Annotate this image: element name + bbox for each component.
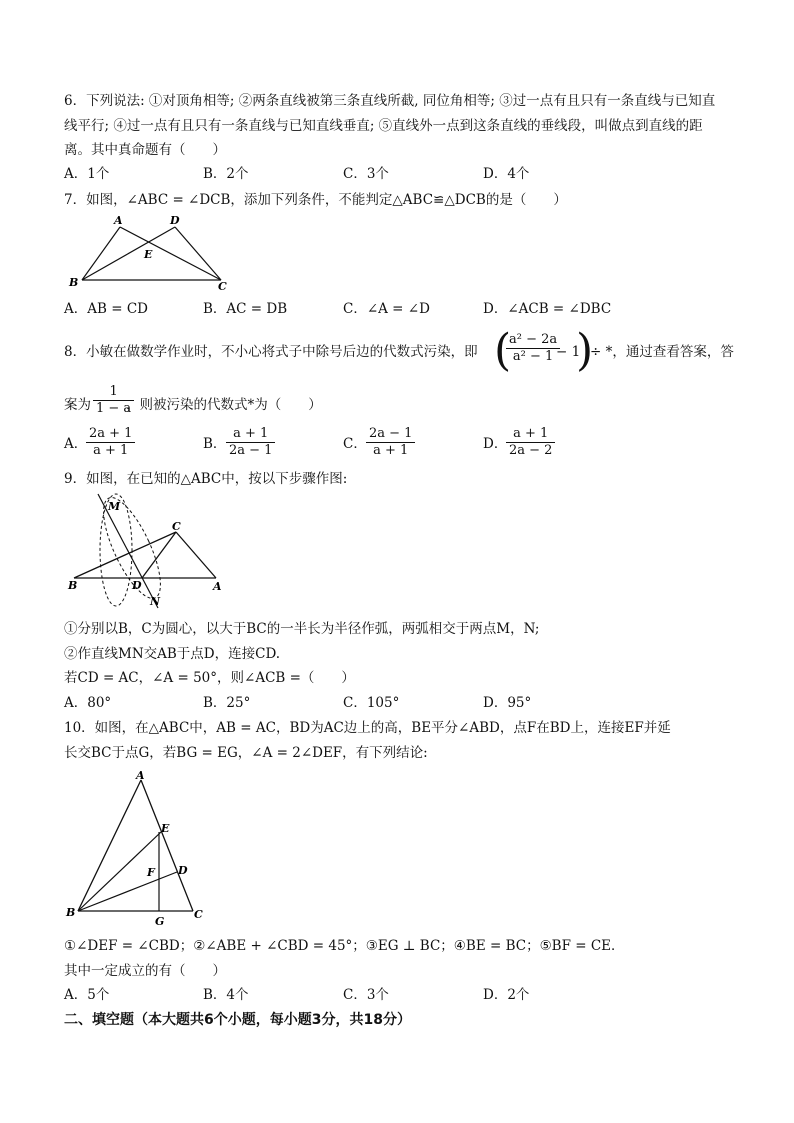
q6-line-1: 6．下列说法: ①对顶角相等; ②两条直线被第三条直线所截, 同位角相等; ③过一点有且只有一条直线与已知直	[64, 93, 716, 109]
q10-conclusions: ①∠DEF = ∠CBD；②∠ABE + ∠CBD = 45°；③EG ⊥ BC；④BE = BC；⑤BF = CE．	[64, 938, 625, 954]
q7-label-d: D	[170, 214, 180, 227]
q9-label-n: N	[150, 595, 161, 608]
q8-option-a-fraction	[86, 426, 135, 459]
q8-expr-numerator: a² − 2a	[506, 332, 560, 349]
q10-line-1: 10．如图，在△ABC中，AB = AC，BD为AC边上的高，BE平分∠ABD，点F在BD上，连接EF并延	[64, 720, 671, 736]
q9-option-d: D．95°	[483, 695, 532, 711]
q10-option-c: C．3个	[343, 987, 389, 1003]
q8-option-a-denominator: a + 1	[93, 443, 129, 458]
q7-label-a: A	[114, 214, 123, 227]
q7-figure	[64, 212, 244, 294]
q8-answer-a: 案为	[64, 397, 91, 413]
q8-option-a-numerator: 2a + 1	[86, 426, 135, 443]
q8-option-b-numerator: a + 1	[226, 426, 275, 443]
q10-label-g: G	[155, 915, 165, 928]
q8-option-d-letter: D．	[483, 436, 508, 452]
q8-option-b-fraction	[226, 426, 275, 459]
q8-option-a-letter: A．	[64, 436, 88, 452]
q8-answer-numerator: 1	[93, 384, 134, 401]
q8-option-b-denominator: 2a − 1	[229, 443, 273, 458]
section-2-heading: 二、填空题（本大题共6个小题，每小题3分，共18分）	[64, 1012, 411, 1028]
q9-option-b: B．25°	[203, 695, 251, 711]
q10-option-b: B．4个	[203, 987, 249, 1003]
q9-label-c: C	[172, 520, 181, 533]
q7-label-e: E	[144, 248, 153, 261]
q8-option-c-denominator: a + 1	[373, 443, 409, 458]
q8-expr-tail: − 1	[556, 344, 581, 360]
q10-label-f: F	[147, 866, 155, 879]
q8-expr-denominator: a² − 1	[512, 349, 554, 364]
q8-option-d-denominator: 2a − 2	[509, 443, 553, 458]
q8-option-d-numerator: a + 1	[506, 426, 555, 443]
q6-line-3: 离。其中真命题有（ ）	[64, 142, 226, 158]
q9-option-a: A．80°	[64, 695, 112, 711]
q6-line-2: 线平行; ④过一点有且只有一条直线与已知直线垂直; ⑤直线外一点到这条直线的垂线段，叫做点到直线的距	[64, 118, 703, 134]
q7-label-c: C	[218, 280, 227, 293]
q8-option-b-letter: B．	[203, 436, 227, 452]
q8-answer-denominator: 1 − a	[96, 401, 132, 416]
q9-label-d: D	[132, 579, 142, 592]
q10-label-a: A	[136, 769, 145, 782]
q9-label-a: A	[213, 580, 222, 593]
q9-label-b: B	[68, 579, 78, 592]
q7-option-a: A．AB = CD	[64, 301, 148, 317]
q7-option-c: C．∠A = ∠D	[343, 301, 430, 317]
q7-option-b: B．AC = DB	[203, 301, 288, 317]
q8-option-c-letter: C．	[343, 436, 367, 452]
q10-option-d: D．2个	[483, 987, 530, 1003]
q10-label-d: D	[178, 864, 188, 877]
q6-option-c: C．3个	[343, 166, 389, 182]
q10-label-e: E	[161, 822, 170, 835]
q7-label-b: B	[69, 276, 79, 289]
q8-paren-left: (	[494, 325, 512, 376]
q8-stem-b: ÷ *，通过查看答案，答	[590, 344, 734, 360]
q10-figure	[64, 768, 224, 930]
q8-paren-right: )	[576, 325, 594, 376]
q9-label-m: M	[108, 500, 121, 513]
q8-answer-b: ，则被污染的代数式*为（ ）	[126, 397, 322, 413]
q8-expression-fraction	[506, 332, 560, 365]
q7-stem: 7．如图，∠ABC = ∠DCB，添加下列条件，不能判定△ABC≌△DCB的是（ ）	[64, 192, 567, 208]
q8-option-c-numerator: 2a − 1	[366, 426, 415, 443]
q8-stem-a: 8．小敏在做数学作业时，不小心将式子中除号后边的代数式污染，即	[64, 344, 478, 360]
q9-option-c: C．105°	[343, 695, 400, 711]
q6-option-d: D．4个	[483, 166, 530, 182]
q8-option-c-fraction	[366, 426, 415, 459]
q6-option-b: B．2个	[203, 166, 249, 182]
q8-option-d-fraction	[506, 426, 555, 459]
q7-option-d: D．∠ACB = ∠DBC	[483, 301, 612, 317]
q10-label-c: C	[194, 908, 203, 921]
q9-step-2: ②作直线MN交AB于点D，连接CD.	[64, 646, 281, 662]
q10-label-b: B	[66, 906, 76, 919]
q10-option-a: A．5个	[64, 987, 110, 1003]
q10-line-2: 长交BC于点G，若BG = EG，∠A = 2∠DEF，有下列结论:	[64, 745, 428, 761]
q9-condition: 若CD = AC，∠A = 50°，则∠ACB =（ ）	[64, 670, 355, 686]
q10-ask: 其中一定成立的有（ ）	[64, 963, 226, 979]
q6-option-a: A．1个	[64, 166, 110, 182]
q9-figure	[64, 490, 234, 616]
q9-stem: 9．如图，在已知的△ABC中，按以下步骤作图:	[64, 471, 348, 487]
q9-step-1: ①分别以B，C为圆心，以大于BC的一半长为半径作弧，两弧相交于两点M，N;	[64, 621, 540, 637]
